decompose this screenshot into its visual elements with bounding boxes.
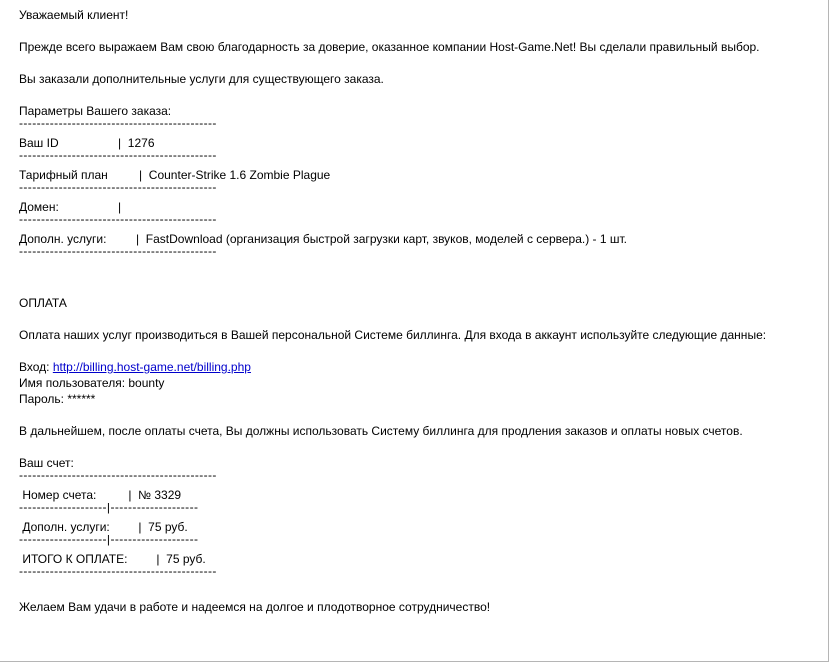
future-paragraph: В дальнейшем, после оплаты счета, Вы должны использовать Систему биллинга для продления заказов и оплаты новых счетов. [19, 424, 743, 438]
addon-value: FastDownload (организация быстрой загрузки карт, звуков, моделей с сервера.) - 1 шт. [145, 232, 628, 246]
separator: --------------------------------------------- [19, 119, 217, 130]
invoice-row-number: Номер счета: | № 3329 [22, 488, 182, 502]
payment-title: ОПЛАТА [19, 296, 67, 310]
order-table [19, 119, 819, 263]
domain-label: Домен: [19, 200, 59, 214]
pass-label: Пароль: [19, 392, 64, 406]
user-label: Имя пользователя: [19, 376, 126, 390]
ordered-paragraph: Вы заказали дополнительные услуги для существующего заказа. [19, 72, 384, 86]
login-user-line [19, 375, 819, 391]
invoice-addon-value: 75 руб. [148, 520, 188, 534]
plan-value: Counter-Strike 1.6 Zombie Plague [148, 168, 331, 182]
params-title: Параметры Вашего заказа: [19, 104, 172, 118]
invoice-row-total: ИТОГО К ОПЛАТЕ: | 75 руб. [22, 552, 206, 566]
thanks-paragraph: Прежде всего выражаем Вам свою благодарность за доверие, оказанное компании Host-Game.Net! Вы сделали правильный выбор. [19, 40, 760, 54]
login-pass-line [19, 391, 819, 407]
closing-paragraph: Желаем Вам удачи в работе и надеемся на долгое и плодотворное сотрудничество! [19, 600, 491, 614]
order-row-domain: Домен: | [19, 200, 128, 214]
invoice-title: Ваш счет: [19, 456, 74, 470]
separator: --------------------------------------------- [19, 567, 217, 578]
invoice-separator: --------------------|-------------------- [19, 503, 199, 514]
user-value: bounty [128, 376, 165, 390]
entry-label: Вход: [19, 360, 50, 374]
billing-link[interactable]: http://billing.host-game.net/billing.php [52, 360, 251, 374]
separator: --------------------------------------------- [19, 183, 217, 194]
order-row-addon: Дополн. услуги: | FastDownload (организация быстрой загрузки карт, звуков, моделей с сервера.) - 1 шт. [19, 232, 628, 246]
separator: --------------------------------------------- [19, 151, 217, 162]
separator: --------------------------------------------- [19, 471, 217, 482]
invoice-number-label: Номер счета: [22, 488, 97, 502]
login-entry-line [19, 359, 819, 375]
pass-value: ****** [67, 392, 96, 406]
order-row-id: Ваш ID | 1276 [19, 136, 155, 150]
email-body [19, 7, 819, 615]
greeting: Уважаемый клиент! [19, 8, 129, 22]
invoice-number-value: № 3329 [138, 488, 182, 502]
separator: --------------------------------------------- [19, 215, 217, 226]
order-row-plan: Тарифный план | Counter-Strike 1.6 Zombie Plague [19, 168, 331, 182]
payment-paragraph: Оплата наших услуг производиться в Вашей персональной Системе биллинга. Для входа в аккаунт используйте следующие данные: [19, 328, 767, 342]
invoice-separator: --------------------|-------------------- [19, 535, 199, 546]
separator: --------------------------------------------- [19, 247, 217, 258]
id-label: Ваш ID [19, 136, 59, 150]
id-value: 1276 [127, 136, 155, 150]
invoice-table [19, 471, 819, 583]
plan-label: Тарифный план [19, 168, 108, 182]
addon-label: Дополн. услуги: [19, 232, 107, 246]
invoice-row-addon: Дополн. услуги: | 75 руб. [22, 520, 188, 534]
invoice-total-value: 75 руб. [166, 552, 206, 566]
invoice-total-label: ИТОГО К ОПЛАТЕ: [22, 552, 128, 566]
invoice-addon-label: Дополн. услуги: [22, 520, 110, 534]
